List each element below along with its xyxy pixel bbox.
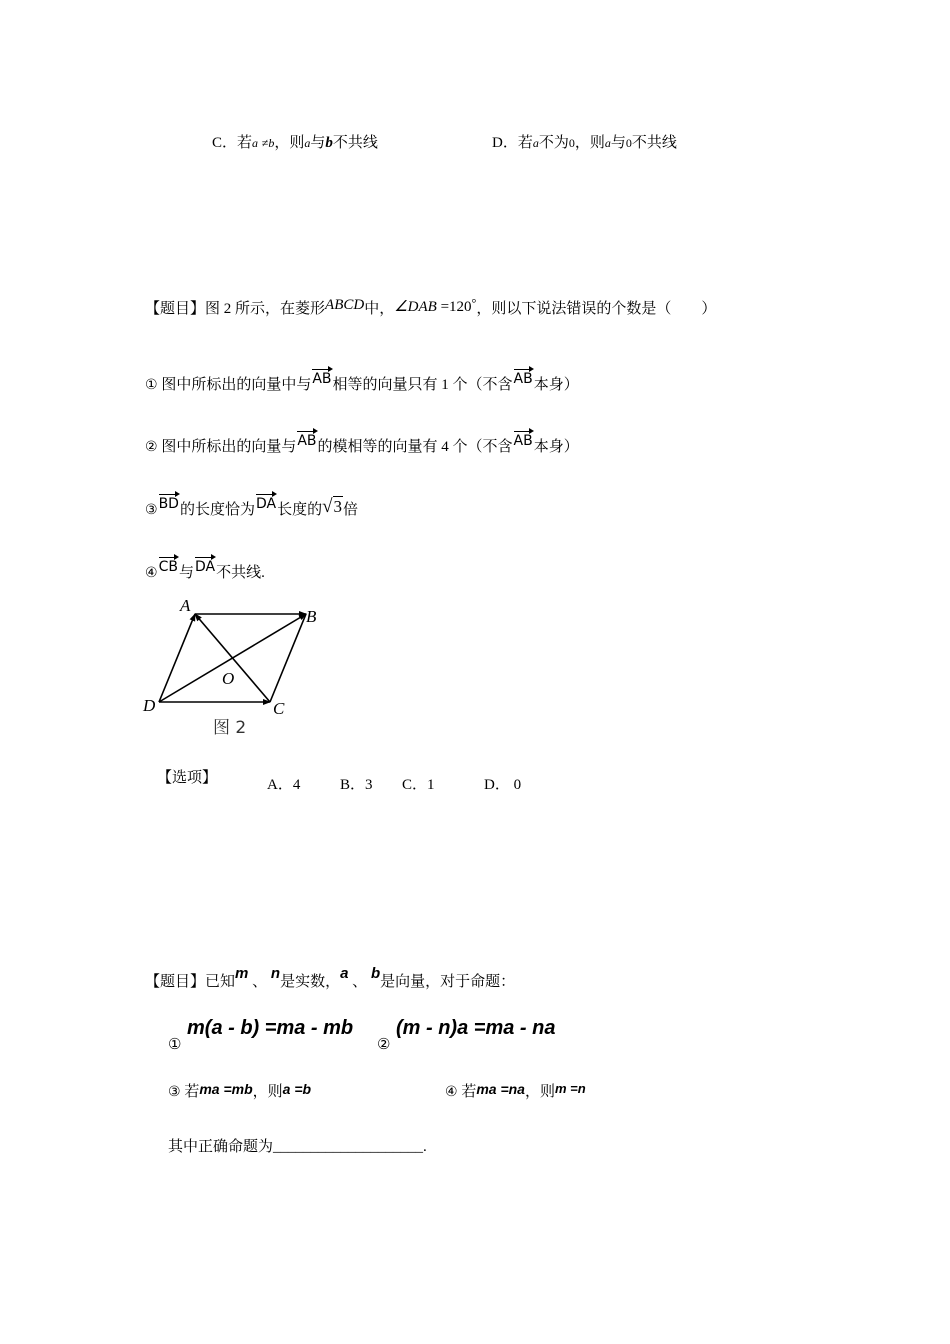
label-B: B xyxy=(306,607,317,626)
q1-statement-3: ③BD的长度恰为DA长度的√3倍 xyxy=(145,496,359,518)
option-d2: D． 0 xyxy=(484,777,522,793)
rhombus-figure xyxy=(140,594,340,744)
label-D: D xyxy=(143,696,156,715)
side-CB xyxy=(270,614,306,702)
prop-1-formula: m(a - b) =ma - mb xyxy=(187,1017,354,1039)
vector-CA-arrow xyxy=(195,614,270,702)
answer-line: 其中正确命题为____________________. xyxy=(168,1139,427,1155)
options-tag: 【选项】 xyxy=(157,770,218,786)
label-A: A xyxy=(180,596,191,615)
prop-3: ③ 若ma =mb，则a =b xyxy=(168,1081,312,1100)
vector-DA-arrow xyxy=(159,614,195,702)
q1-statement-4: ④CB与DA不共线. xyxy=(145,559,265,581)
prop-2-num: ② xyxy=(377,1037,391,1053)
q1-stem: 【题目】图 2 所示，在菱形ABCD中，∠DAB =120°，则以下说法错误的个数是（ ） xyxy=(145,296,717,317)
option-a: A．4 xyxy=(267,777,301,793)
q1-statement-1: ① 图中所标出的向量中与AB相等的向量只有 1 个（不含AB本身） xyxy=(145,371,579,393)
prop-1-num: ① xyxy=(168,1037,182,1053)
q1-statement-2: ② 图中所标出的向量与AB的模相等的向量有 4 个（不含AB本身） xyxy=(145,433,579,455)
option-c2: C．1 xyxy=(402,777,435,793)
option-c: C．若a ≠b，则a与b不共线 xyxy=(212,135,378,151)
prop-2-formula: (m - n)a =ma - na xyxy=(396,1017,556,1039)
prop-4: ④ 若ma =na，则m =n xyxy=(445,1081,586,1100)
label-C: C xyxy=(273,699,285,718)
label-O: O xyxy=(222,669,235,688)
option-d: D．若a不为0，则a与0不共线 xyxy=(492,135,677,151)
q2-stem: 【题目】已知m 、 n是实数，a 、 b是向量，对于命题： xyxy=(145,965,516,990)
option-b: B．3 xyxy=(340,777,373,793)
figure-caption: 图 2 xyxy=(213,718,247,738)
